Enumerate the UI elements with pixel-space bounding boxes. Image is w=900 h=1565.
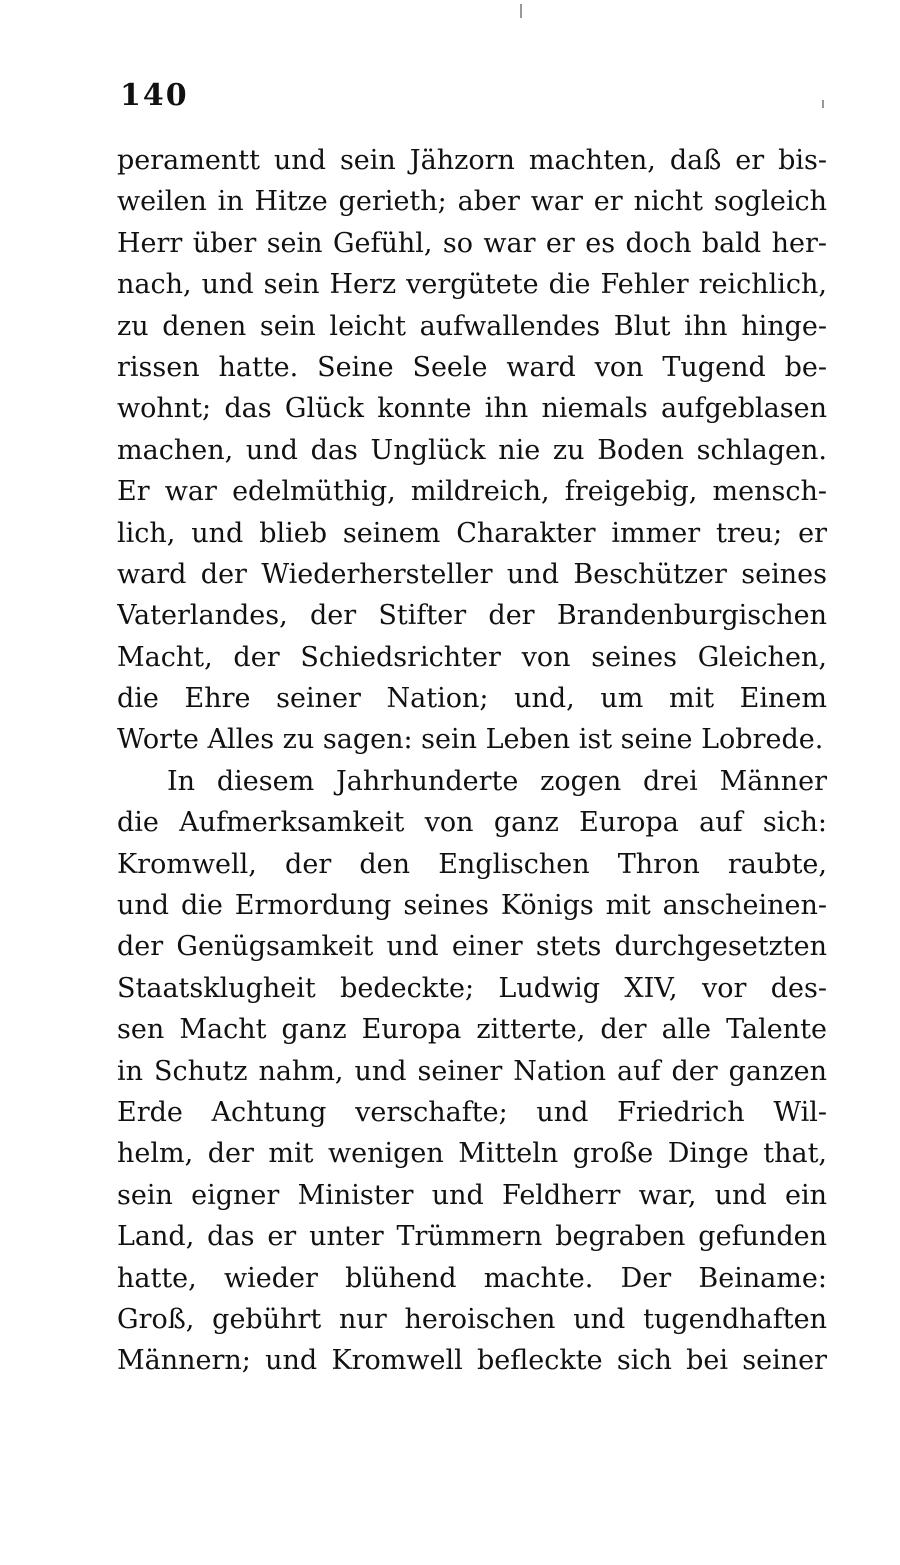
text-line: ward der Wiederhersteller und Beschützer seines <box>117 558 827 590</box>
text-line: Staatsklugheit bedeckte; Ludwig XIV, vor des- <box>117 972 827 1004</box>
text-line: machen, und das Unglück nie zu Boden schlagen. <box>117 434 827 466</box>
text-line: Macht, der Schiedsrichter von seines Gleichen, <box>117 641 827 673</box>
text-line: sen Macht ganz Europa zitterte, der alle Talente <box>117 1014 827 1046</box>
text-line: hatte, wieder blühend machte. Der Beiname: <box>117 1262 827 1294</box>
text-line: Erde Achtung verschafte; und Friedrich Wil- <box>117 1096 827 1128</box>
text-line: Groß, gebührt nur heroischen und tugendhaften <box>117 1303 827 1335</box>
text-line: Land, das er unter Trümmern begraben gefunden <box>117 1221 827 1253</box>
text-line: Er war edelmüthig, mildreich, freigebig, mensch- <box>117 476 827 508</box>
body-text <box>117 140 827 1382</box>
text-line: peramentt und sein Jähzorn machten, daß er bis- <box>117 145 827 176</box>
text-line: helm, der mit wenigen Mitteln große Dinge that, <box>117 1138 827 1170</box>
page-number: 140 <box>120 78 189 113</box>
text-line: in Schutz nahm, und seiner Nation auf der ganzen <box>117 1055 827 1087</box>
text-line: wohnt; das Glück konnte ihn niemals aufgeblasen <box>117 393 827 425</box>
text-line: Männern; und Kromwell befleckte sich bei seiner <box>117 1345 827 1377</box>
text-line: Kromwell, der den Englischen Thron raubte, <box>117 848 827 880</box>
text-line: und die Ermordung seines Königs mit anscheinen- <box>117 890 827 922</box>
text-line: weilen in Hitze gerieth; aber war er nicht sogleich <box>117 186 827 218</box>
text-line: rissen hatte. Seine Seele ward von Tugend be- <box>117 351 827 383</box>
text-line: die Ehre seiner Nation; und, um mit Einem <box>117 683 827 715</box>
scan-mark <box>822 100 824 108</box>
text-line: Worte Alles zu sagen: sein Leben ist seine Lobrede. <box>117 724 824 756</box>
text-line: sein eigner Minister und Feldherr war, und ein <box>117 1179 827 1211</box>
text-line: lich, und blieb seinem Charakter immer treu; er <box>117 517 827 549</box>
text-line: die Aufmerksamkeit von ganz Europa auf sich: <box>117 807 827 839</box>
text-line: Vaterlandes, der Stifter der Brandenburgischen <box>117 600 827 632</box>
scan-mark <box>520 4 522 18</box>
text-line: Herr über sein Gefühl, so war er es doch bald her- <box>117 227 827 259</box>
text-line: In diesem Jahrhunderte zogen drei Männer <box>167 765 827 797</box>
text-line: der Genügsamkeit und einer stets durchgesetzten <box>117 931 827 963</box>
text-line: zu denen sein leicht aufwallendes Blut ihn hinge- <box>117 310 827 342</box>
text-line: nach, und sein Herz vergütete die Fehler reichlich, <box>117 269 827 301</box>
